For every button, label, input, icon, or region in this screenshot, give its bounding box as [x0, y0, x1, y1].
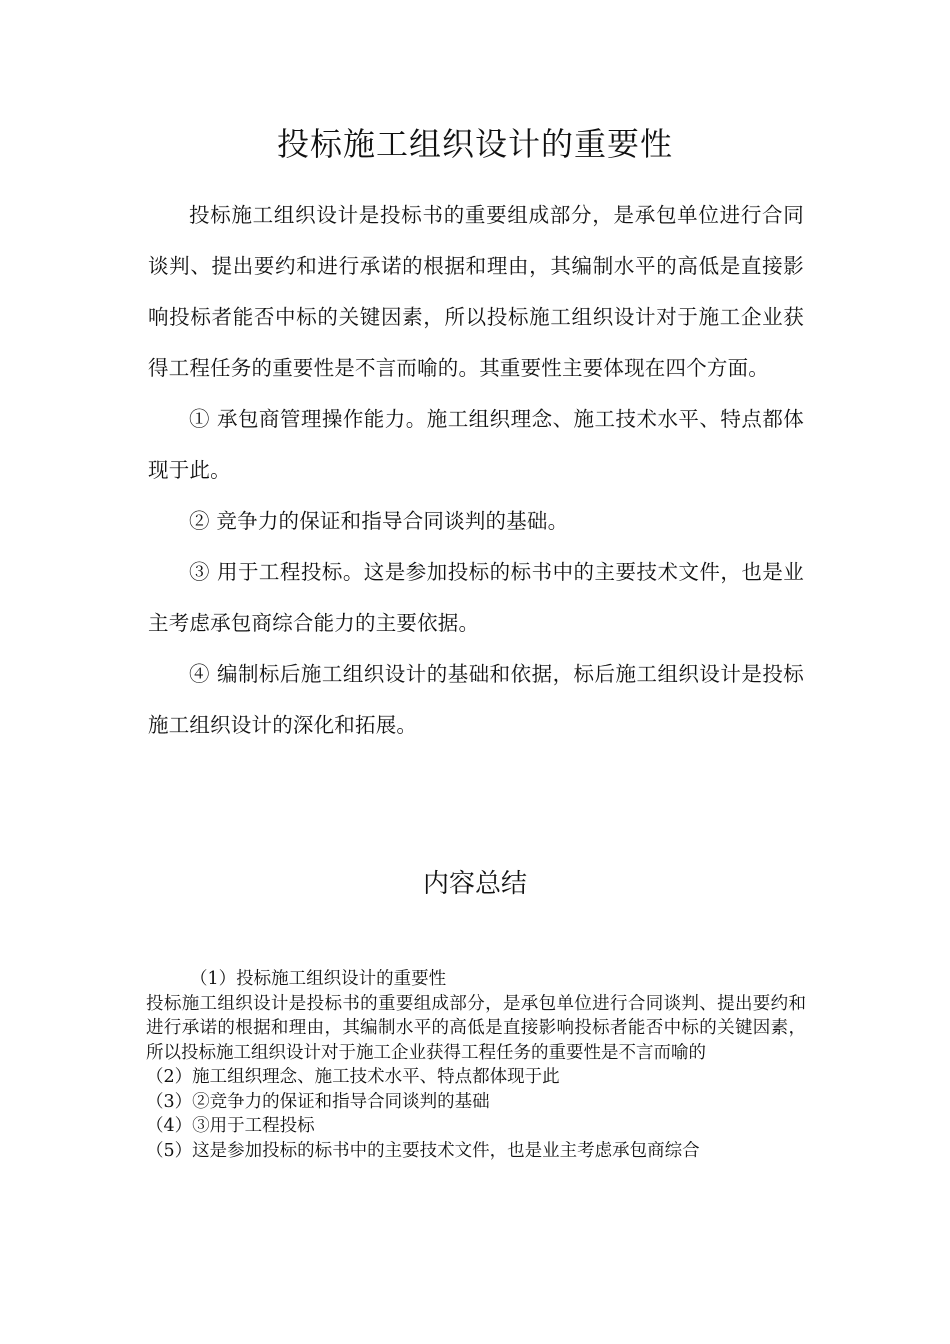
summary-item-5: （5）这是参加投标的标书中的主要技术文件，也是业主考虑承包商综合: [146, 1140, 700, 1161]
summary-body: [146, 967, 806, 1163]
document-body: [148, 190, 804, 751]
summary-item-2: （2）施工组织理念、施工技术水平、特点都体现于此: [146, 1067, 560, 1087]
summary-item-4: （4）③用于工程投标: [146, 1116, 315, 1136]
point-2-paragraph: ② 竞争力的保证和指导合同谈判的基础。: [189, 509, 569, 533]
summary-item-1-body: 投标施工组织设计是投标书的重要组成部分，是承包单位进行合同谈判、提出要约和进行承诺的根据和理由，其编制水平的高低是直接影响投标者能否中标的关键因素，所以投标施工组织设计对于施工企业获得工程任务的重要性是不言而喻的: [146, 993, 806, 1063]
document-title: 投标施工组织设计的重要性: [276, 125, 673, 163]
summary-item-1-heading: （1）投标施工组织设计的重要性: [190, 969, 447, 989]
point-4-paragraph: ④ 编制标后施工组织设计的基础和依据，标后施工组织设计是投标施工组织设计的深化和拓展。: [148, 662, 804, 737]
summary-title: 内容总结: [422, 869, 527, 899]
point-1-paragraph: ① 承包商管理操作能力。施工组织理念、施工技术水平、特点都体现于此。: [148, 407, 804, 482]
point-3-paragraph: ③ 用于工程投标。这是参加投标的标书中的主要技术文件，也是业主考虑承包商综合能力的主要依据。: [148, 560, 804, 635]
summary-item-3: （3）②竞争力的保证和指导合同谈判的基础: [146, 1091, 490, 1112]
intro-paragraph: 投标施工组织设计是投标书的重要组成部分，是承包单位进行合同谈判、提出要约和进行承诺的根据和理由，其编制水平的高低是直接影响投标者能否中标的关键因素，所以投标施工组织设计对于施工企业获得工程任务的重要性是不言而喻的。其重要性主要体现在四个方面。: [148, 203, 804, 380]
